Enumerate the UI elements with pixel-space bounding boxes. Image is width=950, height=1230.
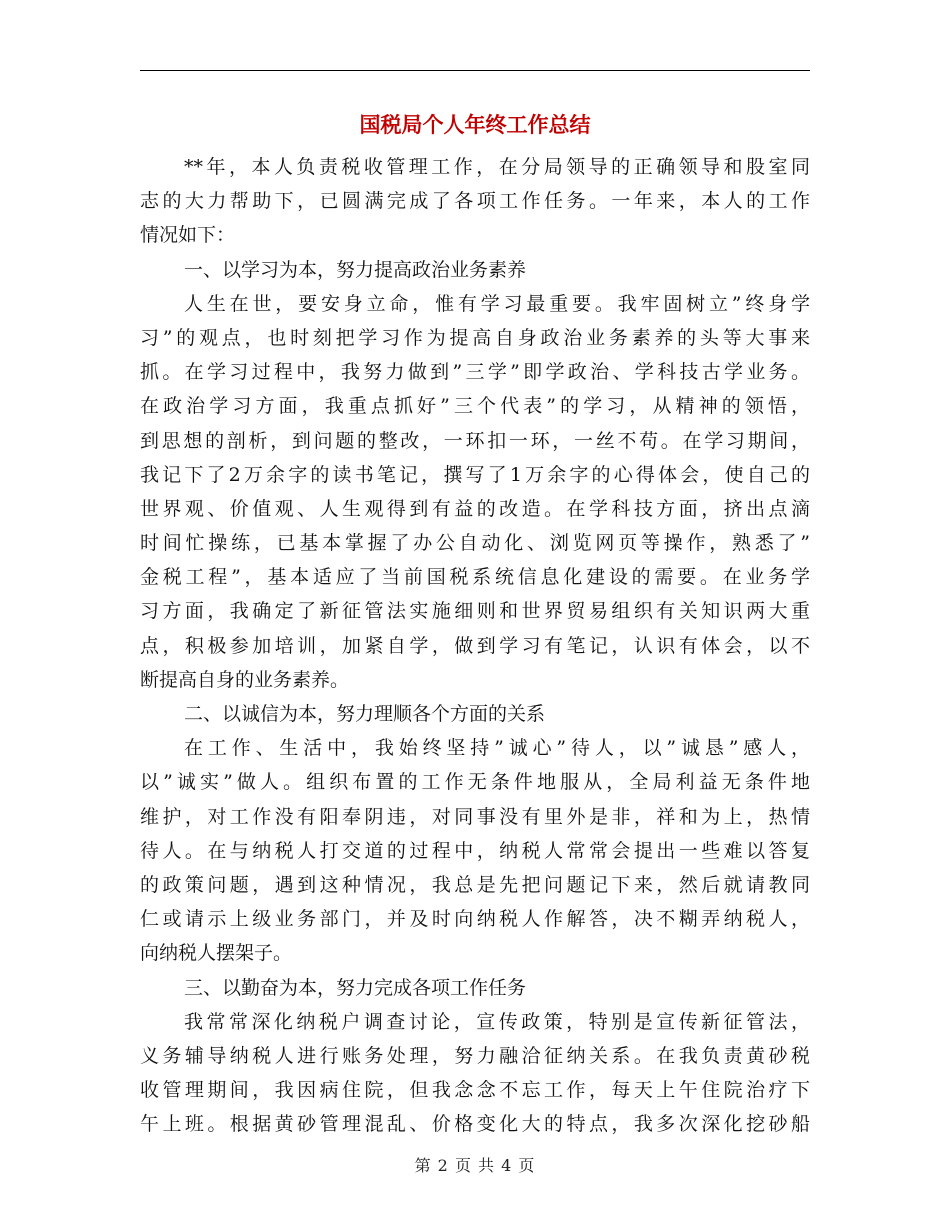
paragraph-line: 我记下了2万余字的读书笔记，撰写了1万余字的心得体会，使自己的 bbox=[140, 463, 810, 486]
paragraph-line: 情况如下： bbox=[140, 224, 236, 247]
paragraph-line: 收管理期间，我因病住院，但我念念不忘工作，每天上午住院治疗下 bbox=[140, 1079, 810, 1102]
paragraph-line: 在工作、生活中，我始终坚持”诚心”待人，以”诚恳”感人， bbox=[184, 737, 810, 760]
paragraph-line: 习方面，我确定了新征管法实施细则和世界贸易组织有关知识两大重 bbox=[140, 600, 810, 623]
paragraph-line: 以”诚实”做人。组织布置的工作无条件地服从，全局利益无条件地 bbox=[140, 771, 810, 794]
paragraph-line: 向纳税人摆架子。 bbox=[140, 942, 293, 965]
paragraph-line: 待人。在与纳税人打交道的过程中，纳税人常常会提出一些难以答复 bbox=[140, 839, 810, 862]
paragraph-line: 金税工程”，基本适应了当前国税系统信息化建设的需要。在业务学 bbox=[140, 566, 810, 589]
paragraph-line: 午上班。根据黄砂管理混乱、价格变化大的特点，我多次深化挖砂船 bbox=[140, 1113, 810, 1136]
paragraph-line: 断提高自身的业务素养。 bbox=[140, 668, 350, 691]
document-title: 国税局个人年终工作总结 bbox=[359, 113, 591, 137]
page-number: 第 2 页 共 4 页 bbox=[414, 1156, 536, 1175]
paragraph-line: 时间忙操练，已基本掌握了办公自动化、浏览网页等操作，熟悉了” bbox=[140, 532, 810, 555]
paragraph-line: **年，本人负责税收管理工作，在分局领导的正确领导和股室同 bbox=[184, 156, 810, 178]
paragraph-line: 习”的观点，也时刻把学习作为提高自身政治业务素养的头等大事来 bbox=[140, 326, 810, 349]
paragraph-line: 人生在世，要安身立命，惟有学习最重要。我牢固树立”终身学 bbox=[184, 292, 810, 315]
document-body bbox=[140, 150, 810, 1141]
paragraph-line: 志的大力帮助下，已圆满完成了各项工作任务。一年来，本人的工作 bbox=[140, 190, 810, 213]
section-heading: 一、以学习为本，努力提高政治业务素养 bbox=[184, 258, 527, 281]
paragraph-line: 维护，对工作没有阳奉阴违，对同事没有里外是非，祥和为上，热情 bbox=[140, 805, 810, 828]
paragraph-line: 点，积极参加培训，加紧自学，做到学习有笔记，认识有体会，以不 bbox=[140, 634, 810, 657]
header-rule bbox=[140, 70, 810, 71]
paragraph-line: 我常常深化纳税户调查讨论，宣传政策，特别是宣传新征管法， bbox=[184, 1010, 810, 1033]
section-heading: 二、以诚信为本，努力理顺各个方面的关系 bbox=[184, 703, 546, 725]
paragraph-line: 到思想的剖析，到问题的整改，一环扣一环，一丝不苟。在学习期间， bbox=[140, 429, 810, 452]
paragraph-line: 仁或请示上级业务部门，并及时向纳税人作解答，决不糊弄纳税人， bbox=[140, 908, 810, 931]
paragraph-line: 义务辅导纳税人进行账务处理，努力融洽征纳关系。在我负责黄砂税 bbox=[140, 1044, 810, 1067]
paragraph-line: 在政治学习方面，我重点抓好”三个代表”的学习，从精神的领悟， bbox=[140, 395, 810, 418]
paragraph-line: 抓。在学习过程中，我努力做到”三学”即学政治、学科技古学业务。 bbox=[140, 361, 810, 384]
paragraph-line: 的政策问题，遇到这种情况，我总是先把问题记下来，然后就请教同 bbox=[140, 873, 810, 896]
section-heading: 三、以勤奋为本，努力完成各项工作任务 bbox=[184, 976, 527, 999]
paragraph-line: 世界观、价值观、人生观得到有益的改造。在学科技方面，挤出点滴 bbox=[140, 497, 810, 520]
